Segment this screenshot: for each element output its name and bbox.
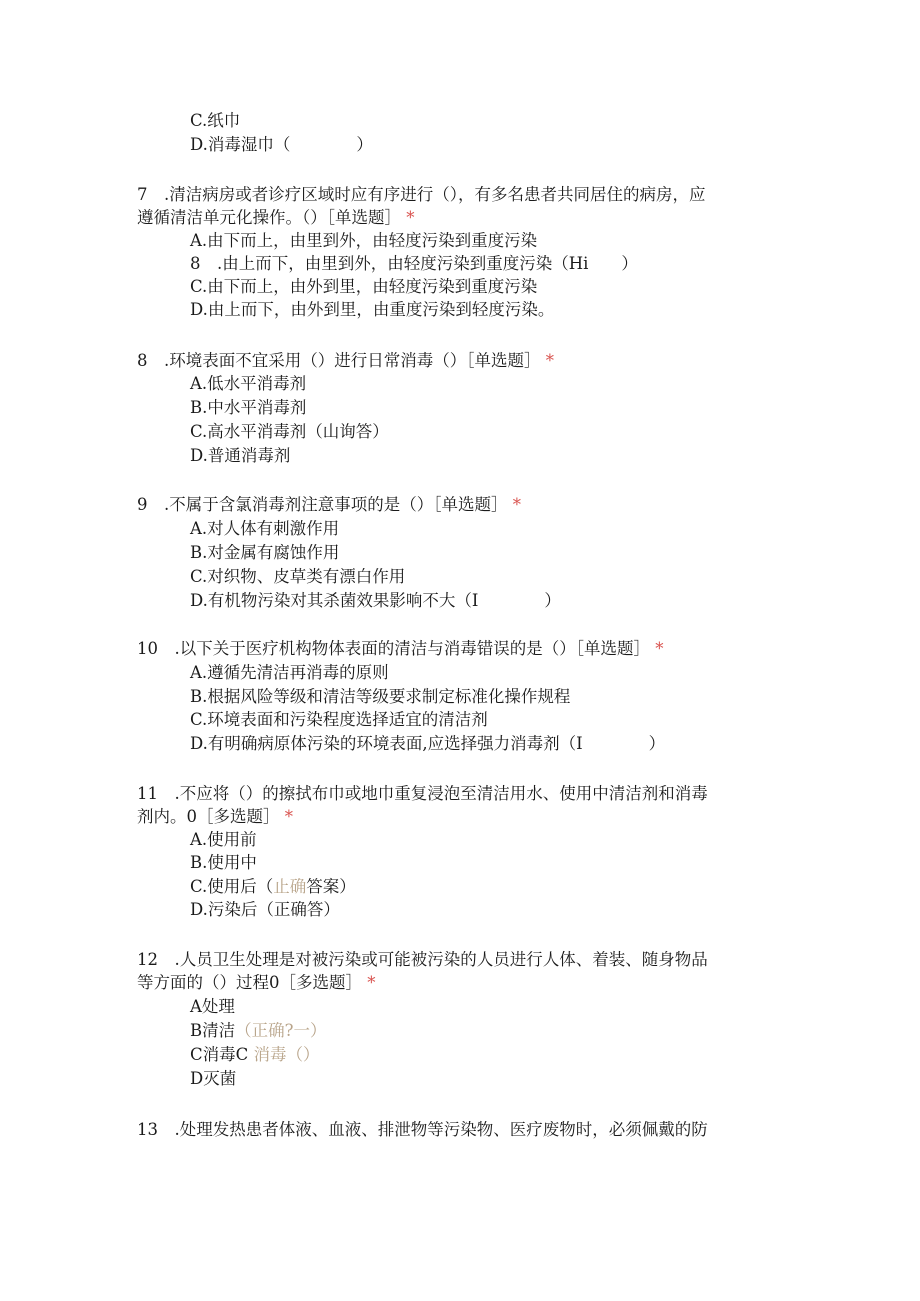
option-d-q7: D.由上而下，由外到里，由重度污染到轻度污染。 [190,300,555,319]
option-c-q10: C.环境表面和污染程度选择适宜的清洁剂 [190,710,488,729]
question-10 [137,638,664,660]
question-12-line-2 [137,972,376,994]
required-star: * [284,807,293,826]
option-d-q9: D.有机物污染对其杀菌效果影响不大（I ） [190,591,561,610]
faded-answer-mark: 消毒（） [253,1045,320,1064]
question-8 [137,350,554,372]
option-a-q12: A处理 [190,997,235,1016]
option-d-q11: D.污染后（正确答） [190,900,340,919]
required-star: * [367,973,376,992]
option-c-q6: C.纸巾 [190,111,241,130]
question-12-tail: 等方面的（）过程0［多选题］ [137,973,362,992]
question-9 [137,494,521,516]
option-d-q6: D.消毒湿巾（ ） [190,135,373,154]
option-b-q12 [190,1020,327,1042]
option-a-q10: A.遵循先清洁再消毒的原则 [190,663,389,682]
option-c-q12 [190,1044,320,1066]
option-a-q7: A.由下而上，由里到外，由轻度污染到重度污染 [190,231,538,250]
option-c-q9: C.对织物、皮草类有漂白作用 [190,567,406,586]
option-d-q12: D灭菌 [190,1069,237,1088]
question-7-line-2 [137,207,415,229]
option-a-q8: A.低水平消毒剂 [190,374,307,393]
question-7-tail: 遵循清洁单元化操作。（）［单选题］ [137,208,401,227]
option-c-q8: C.高水平消毒剂（山询答） [190,422,389,441]
question-7-line-1: 7 .清洁病房或者诊疗区域时应有序进行（），有多名患者共同居住的病房，应 [137,185,706,204]
option-d-q8: D.普通消毒剂 [190,446,291,465]
option-c-q7: C.由下而上，由外到里，由轻度污染到重度污染 [190,277,538,296]
question-11-line-1: 11 .不应将（）的擦拭布巾或地巾重复浸泡至清洁用水、使用中清洁剂和消毒 [137,784,708,803]
option-b-q10: B.根据风险等级和清洁等级要求制定标准化操作规程 [190,687,571,706]
question-11-tail: 剂内。0［多选题］ [137,807,280,826]
question-8-text: 8 .环境表面不宜采用（）进行日常消毒（）［单选题］ [137,351,541,370]
question-9-text: 9 .不属于含氯消毒剂注意事项的是（）［单选题］ [137,495,508,514]
question-10-text: 10 .以下关于医疗机构物体表面的清洁与消毒错误的是（）［单选题］ [137,639,650,658]
option-c-q12-text: C消毒C [190,1045,249,1064]
question-12-line-1: 12 .人员卫生处理是对被污染或可能被污染的人员进行人体、着装、随身物品 [137,950,708,969]
option-b-q12-text: B清洁 [190,1021,236,1040]
required-star: * [655,639,664,658]
question-13: 13 .处理发热患者体液、血液、排泄物等污染物、医疗废物时，必须佩戴的防 [137,1120,708,1139]
option-c-q11-tail: 答案） [306,877,356,896]
required-star: * [512,495,521,514]
option-b-q11: B.使用中 [190,853,257,872]
option-b-q9: B.对金属有腐蚀作用 [190,543,340,562]
question-11-line-2 [137,806,293,828]
option-b-q8: B.中水平消毒剂 [190,398,307,417]
option-b-q7: 8 .由上而下，由里到外，由轻度污染到重度污染（Hi ） [190,254,638,273]
option-c-q11 [190,876,356,898]
option-c-q11-text: C.使用后（ [190,877,274,896]
option-d-q10: D.有明确病原体污染的环境表面,应选择强力消毒剂（I ） [190,734,666,753]
option-a-q9: A.对人体有刺激作用 [190,519,340,538]
required-star: * [545,351,554,370]
option-a-q11: A.使用前 [190,830,257,849]
faded-answer-mark: 止确 [273,877,307,896]
required-star: * [406,208,415,227]
faded-answer-mark: （正确?一） [235,1021,327,1040]
